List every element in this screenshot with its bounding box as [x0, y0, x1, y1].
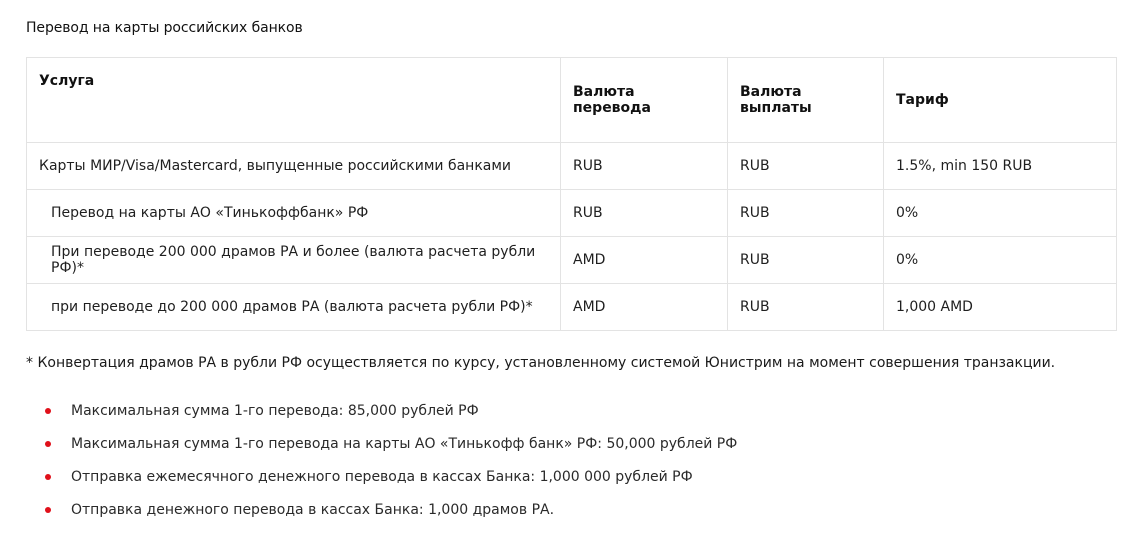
header-tariff: Тариф	[884, 58, 1117, 143]
cell-tariff: 0%	[884, 190, 1117, 237]
list-item	[0, 429, 737, 462]
section-title: Перевод на карты российских банков	[26, 20, 303, 36]
cell-service: Перевод на карты АО «Тинькоффбанк» РФ	[27, 190, 561, 237]
cell-tariff: 1.5%, min 150 RUB	[884, 143, 1117, 190]
header-transfer-currency: Валюта перевода	[561, 58, 728, 143]
cell-tariff: 1,000 AMD	[884, 284, 1117, 331]
list-item	[0, 462, 737, 495]
table-header-row	[27, 58, 1117, 143]
cell-payout-currency: RUB	[728, 284, 884, 331]
list-item-text: Максимальная сумма 1-го перевода на карты АО «Тинькофф банк» РФ: 50,000 рублей РФ	[71, 436, 738, 452]
bullet-dot-icon	[45, 474, 51, 480]
tariff-table	[26, 57, 1117, 331]
cell-payout-currency: RUB	[728, 143, 884, 190]
cell-service: При переводе 200 000 драмов РА и более (валюта расчета рубли РФ)*	[27, 237, 561, 284]
bullet-dot-icon	[45, 507, 51, 513]
table-row	[27, 284, 1117, 331]
cell-service: Карты МИР/Visa/Mastercard, выпущенные российскими банками	[27, 143, 561, 190]
list-item	[0, 495, 737, 528]
bullet-dot-icon	[45, 408, 51, 414]
conversion-note: * Конвертация драмов РА в рубли РФ осуществляется по курсу, установленному системой Юнистрим на момент совершения транзакции.	[26, 355, 1056, 371]
cell-transfer-currency: RUB	[561, 190, 728, 237]
cell-transfer-currency: AMD	[561, 284, 728, 331]
list-item-text: Отправка ежемесячного денежного перевода в кассах Банка: 1,000 000 рублей РФ	[71, 469, 693, 485]
cell-transfer-currency: RUB	[561, 143, 728, 190]
cell-service: при переводе до 200 000 драмов РА (валюта расчета рубли РФ)*	[27, 284, 561, 331]
header-service: Услуга	[27, 58, 561, 143]
cell-tariff: 0%	[884, 237, 1117, 284]
cell-payout-currency: RUB	[728, 190, 884, 237]
table-row	[27, 190, 1117, 237]
header-payout-currency: Валюта выплаты	[728, 58, 884, 143]
table-row	[27, 143, 1117, 190]
bullet-dot-icon	[45, 441, 51, 447]
list-item-text: Максимальная сумма 1-го перевода: 85,000 рублей РФ	[71, 403, 479, 419]
table-row	[27, 237, 1117, 284]
list-item-text: Отправка денежного перевода в кассах Банка: 1,000 драмов РА.	[71, 502, 555, 518]
cell-payout-currency: RUB	[728, 237, 884, 284]
cell-transfer-currency: AMD	[561, 237, 728, 284]
limits-list	[0, 396, 737, 528]
list-item	[0, 396, 737, 429]
